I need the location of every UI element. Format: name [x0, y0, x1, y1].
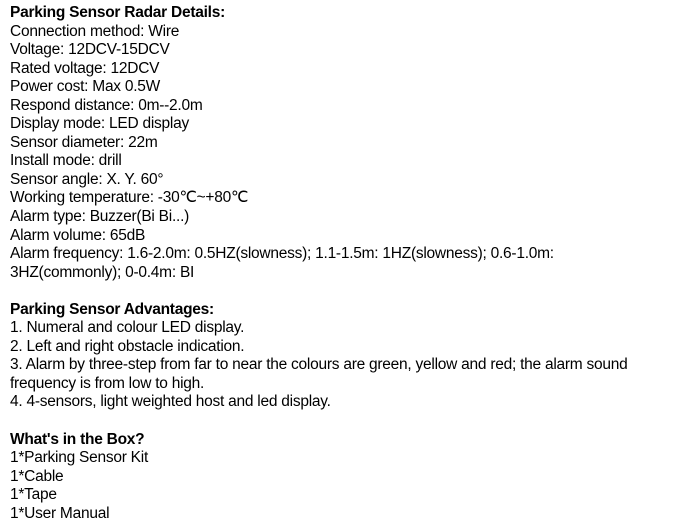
detail-line: Sensor angle: X. Y. 60°: [10, 170, 164, 188]
box-contents-section: [10, 431, 680, 524]
box-heading: What's in the Box?: [10, 430, 145, 448]
detail-line: Respond distance: 0m--2.0m: [10, 96, 203, 114]
advantages-section: [10, 301, 680, 412]
advantage-item: 2. Left and right obstacle indication.: [10, 337, 245, 355]
detail-line: Voltage: 12DCV-15DCV: [10, 41, 170, 59]
box-item: 1*Cable: [10, 467, 64, 485]
advantages-heading: Parking Sensor Advantages:: [10, 300, 214, 318]
box-item: 1*Tape: [10, 486, 57, 504]
detail-line: Alarm volume: 65dB: [10, 226, 146, 244]
detail-line: Connection method: Wire: [10, 22, 180, 40]
detail-line: Alarm frequency: 1.6-2.0m: 0.5HZ(slowness); 1.1-1.5m: 1HZ(slowness); 0.6-1.0m: 3HZ(commonly); 0-0.4m: BI: [10, 245, 554, 281]
details-heading: Parking Sensor Radar Details:: [10, 4, 225, 21]
box-item: 1*Parking Sensor Kit: [10, 449, 149, 467]
detail-line: Rated voltage: 12DCV: [10, 59, 160, 77]
product-description: [10, 4, 680, 523]
detail-line: Power cost: Max 0.5W: [10, 78, 161, 96]
advantage-item: 1. Numeral and colour LED display.: [10, 319, 245, 337]
detail-line: Working temperature: -30℃~+80℃: [10, 189, 249, 207]
detail-line: Sensor diameter: 22m: [10, 133, 158, 151]
detail-line: Alarm type: Buzzer(Bi Bi...): [10, 208, 190, 226]
spacer: [10, 282, 680, 301]
box-item: 1*User Manual: [10, 504, 110, 522]
detail-line: Install mode: drill: [10, 152, 122, 170]
details-section: [10, 4, 680, 282]
detail-line: Display mode: LED display: [10, 115, 189, 133]
advantage-item: 3. Alarm by three-step from far to near the colours are green, yellow and red; the alarm sound frequency is from low to high.: [10, 356, 628, 392]
advantage-item: 4. 4-sensors, light weighted host and led display.: [10, 393, 331, 411]
spacer: [10, 412, 680, 431]
